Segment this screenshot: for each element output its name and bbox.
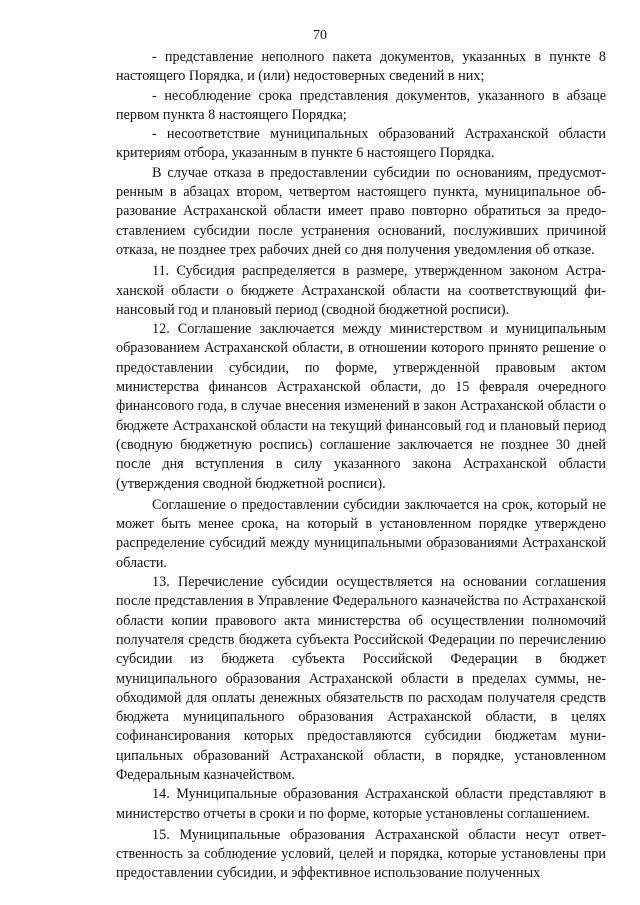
paragraph: В случае отказа в предоставлении субсидии по основаниям, предусмотренным в абзацах втором, четвертом настоящего пункта, муниципальное образование Астраханской области имеет право повторно обратиться за предоставлением субсидии после устранения оснований, послуживших причиной отказа, не позднее трех рабочих дней со дня получения уведомления об отказе. (116, 164, 606, 258)
paragraph: 15. Муниципальные образования Астраханской области несут ответственность за соблюдение условий, целей и порядка, которые установлены при предоставлении субсидии, и эффективное использование полученных (116, 826, 606, 882)
paragraph: - несоответствие муниципальных образований Астраханской области критериям отбора, указанным в пункте 6 настоящего Порядка. (116, 126, 606, 162)
paragraph: - представление неполного пакета документов, указанных в пункте 8 настоящего Порядка, и (или) недостоверных сведений в них; (116, 49, 606, 85)
paragraph: 11. Субсидия распределяется в размере, утвержденном законом Астраханской области о бюджете Астраханской области на соответствующий финансовый год и плановый период (сводной бюджетной росписи). (116, 263, 606, 318)
paragraph: 13. Перечисление субсидии осуществляется на основании соглашения после представления в Управление Федерального казначейства по Астраханской области копии правового акта министерства об осуществлении полномочий получателя средств бюджета субъекта Российской Федерации по перечислению субсидии из бюджета субъекта Российской Федерации в бюджет муниципального образования Астраханской области в пределах суммы, необходимой для оплаты денежных обязательств по расходам получателя средств бюджета муниципального образования Астраханской области, в целях софинансирования которых предоставляются субсидии бюджетам муниципальных образований Астраханской области, в порядке, установленном Федеральным казначейством. (116, 574, 606, 783)
paragraph: 14. Муниципальные образования Астраханской области представляют в министерство отчеты в сроки и по форме, которые установлены соглашением. (116, 786, 606, 822)
paragraph: 12. Соглашение заключается между министерством и муниципальным образованием Астраханской области, в отношении которого принято решение о предоставлении субсидии, по форме, утвержденной правовым актом министерства финансов Астраханской области, до 15 февраля очередного финансового года, в случае внесения изменений в закон Астраханской области о бюджете Астраханской области на текущий финансовый год и плановый период (сводную бюджетную роспись) соглашение заключается не позднее 30 дней после дня вступления в силу указанного закона Астраханской области (утверждения сводной бюджетной росписи). (116, 321, 606, 492)
paragraph: Соглашение о предоставлении субсидии заключается на срок, который не может быть менее срока, на который в установленном порядке утверждено распределение субсидий между муниципальными образованиями Астраханской области. (116, 496, 606, 571)
paragraph: - несоблюдение срока представления документов, указанного в абзаце первом пункта 8 настоящего Порядка; (116, 87, 606, 123)
page-number: 70 (313, 28, 327, 43)
document-body (116, 48, 606, 884)
